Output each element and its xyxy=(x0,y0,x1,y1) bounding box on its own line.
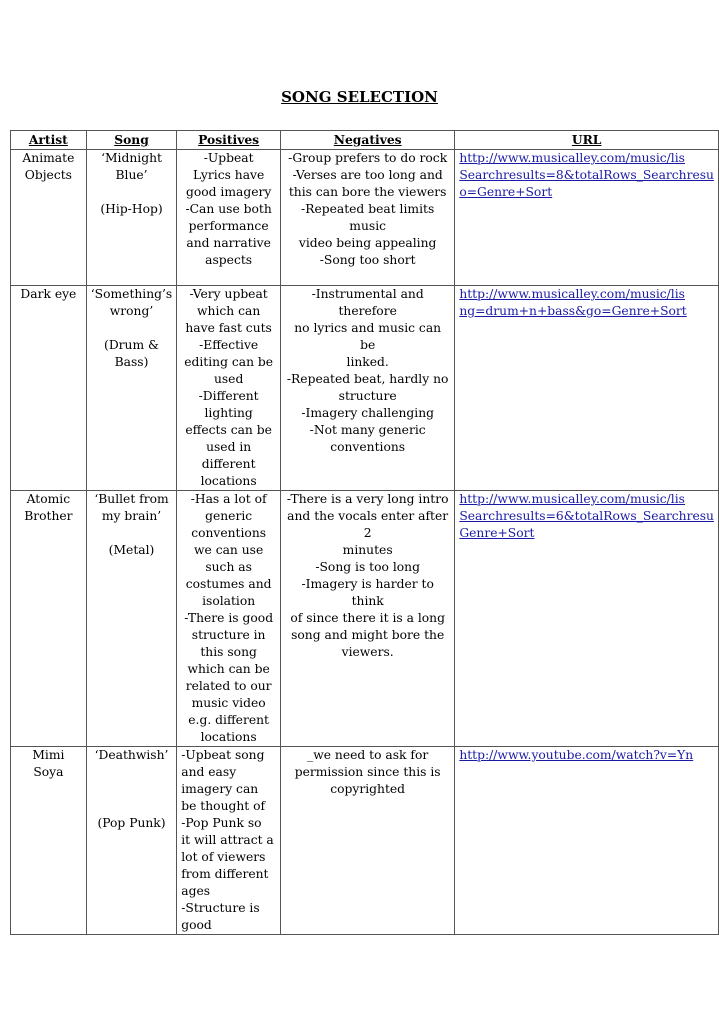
song-url-link[interactable]: Searchresults=8&totalRows_Searchresu xyxy=(459,168,714,182)
url-cell xyxy=(455,747,719,935)
negatives-cell: -There is a very long intro and the vocals enter after 2 minutes -Song is too long -Imagery is harder to think of since there it is a long song and might bore the viewers. xyxy=(281,491,455,747)
table-row xyxy=(11,491,719,747)
artist-cell: Atomic Brother xyxy=(11,491,87,747)
artist-cell: Mimi Soya xyxy=(11,747,87,935)
positives-cell: -Has a lot of generic conventions we can use such as costumes and isolation -There is good structure in this song which can be related to our music video e.g. different locations xyxy=(177,491,281,747)
url-cell xyxy=(455,286,719,491)
song-cell xyxy=(86,491,176,747)
song-cell xyxy=(86,286,176,491)
negatives-cell: _we need to ask for permission since this is copyrighted xyxy=(281,747,455,935)
page-title: SONG SELECTION xyxy=(281,88,438,106)
song-genre: (Drum & Bass) xyxy=(104,338,159,369)
song-cell xyxy=(86,150,176,286)
url-cell xyxy=(455,150,719,286)
header-song: Song xyxy=(86,131,176,150)
song-genre: (Metal) xyxy=(108,543,155,557)
song-title: ‘Something’s wrong’ xyxy=(90,287,173,318)
song-url-link[interactable]: http://www.youtube.com/watch?v=Yn xyxy=(459,748,694,762)
song-title: ‘Deathwish’ xyxy=(94,748,169,762)
header-url: URL xyxy=(455,131,719,150)
header-artist: Artist xyxy=(11,131,87,150)
negatives-cell: -Group prefers to do rock -Verses are too long and this can bore the viewers -Repeated beat limits music video being appealing -Song too short xyxy=(281,150,455,286)
positives-cell: -Upbeat song and easy imagery can be thought of -Pop Punk so it will attract a lot of viewers from different ages -Structure is good xyxy=(177,747,281,935)
song-url-link[interactable]: http://www.musicalley.com/music/lis xyxy=(459,151,685,165)
negatives-cell: -Instrumental and therefore no lyrics and music can be linked. -Repeated beat, hardly no structure -Imagery challenging -Not many generic conventions xyxy=(281,286,455,491)
positives-cell: -Upbeat Lyrics have good imagery -Can use both performance and narrative aspects xyxy=(177,150,281,286)
table-row xyxy=(11,286,719,491)
url-cell xyxy=(455,491,719,747)
song-url-link[interactable]: ng=drum+n+bass&go=Genre+Sort xyxy=(459,304,687,318)
song-url-link[interactable]: o=Genre+Sort xyxy=(459,185,553,199)
song-url-link[interactable]: Searchresults=6&totalRows_Searchresu xyxy=(459,509,714,523)
artist-cell: Animate Objects xyxy=(11,150,87,286)
song-url-link[interactable]: Genre+Sort xyxy=(459,526,535,540)
table-row xyxy=(11,150,719,286)
song-url-link[interactable]: http://www.musicalley.com/music/lis xyxy=(459,492,685,506)
song-title: ‘Midnight Blue’ xyxy=(101,151,162,182)
artist-cell: Dark eye xyxy=(11,286,87,491)
table-row xyxy=(11,747,719,935)
song-genre: (Hip-Hop) xyxy=(100,202,163,216)
song-cell xyxy=(86,747,176,935)
song-title: ‘Bullet from my brain’ xyxy=(94,492,169,523)
header-negatives: Negatives xyxy=(281,131,455,150)
positives-cell: -Very upbeat which can have fast cuts -Effective editing can be used -Different lighting effects can be used in different locations xyxy=(177,286,281,491)
header-positives: Positives xyxy=(177,131,281,150)
song-url-link[interactable]: http://www.musicalley.com/music/lis xyxy=(459,287,685,301)
header-row xyxy=(11,131,719,150)
song-selection-table xyxy=(10,130,719,935)
song-genre: (Pop Punk) xyxy=(97,816,166,830)
